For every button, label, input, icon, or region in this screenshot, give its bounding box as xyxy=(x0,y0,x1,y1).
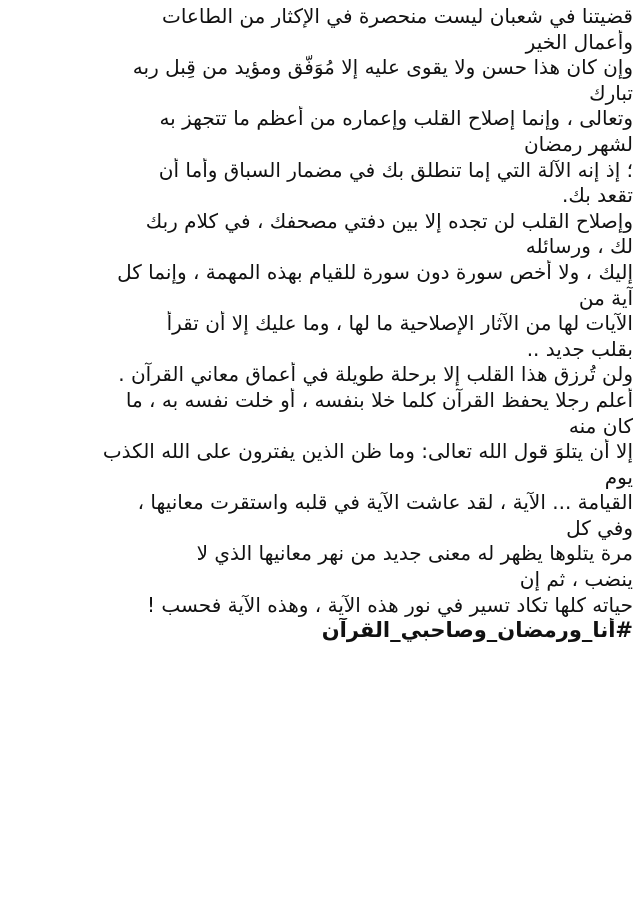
text-line: قضيتنا في شعبان ليست منحصرة في الإكثار من الطاعات xyxy=(162,4,633,28)
text-line: ؛ إذ إنه الآلة التي إما تنطلق بك في مضمار السباق وأما أن xyxy=(158,157,633,182)
text-line: وتعالى ، وإنما إصلاح القلب وإعماره من أعظم ما تتجهز به xyxy=(159,106,633,131)
text-line: تقعد بك. xyxy=(562,183,633,208)
text-line: لك ، ورسائله xyxy=(525,234,633,259)
post-text xyxy=(8,4,633,644)
text-line: إلا أن يتلوَ قول الله تعالى: وما ظن الذين يفترون على الله الكذب xyxy=(102,439,633,464)
text-line: وفي كل xyxy=(566,515,633,540)
text-line: وإن كان هذا حسن ولا يقوى عليه إلا مُوَفّق ومؤيد من قِبل ربه xyxy=(132,55,633,80)
text-line: آية من xyxy=(578,285,633,310)
text-line: أعلم رجلا يحفظ القرآن كلما خلا بنفسه ، أو خلت نفسه به ، ما xyxy=(125,387,633,412)
text-line: وأعمال الخير xyxy=(525,29,633,54)
text-line: إليك ، ولا أخص سورة دون سورة للقيام بهذه المهمة ، وإنما كل xyxy=(117,259,633,284)
text-line: وإصلاح القلب لن تجده إلا بين دفتي مصحفك ، في كلام ربك xyxy=(145,208,633,233)
text-line: ينضب ، ثم إن xyxy=(519,567,633,592)
text-line: حياته كلها تكاد تسير في نور هذه الآية ، وهذه الآية فحسب ! xyxy=(146,592,633,617)
text-line: كان منه xyxy=(568,413,633,438)
text-line: القيامة ... الآية ، لقد عاشت الآية في قلبه واستقرت معانيها ، xyxy=(137,490,633,515)
hashtag-link[interactable]: #أنا_ورمضان_وصاحبي_القرآن xyxy=(321,618,633,643)
text-line: ولن تُرزق هذا القلب إلا برحلة طويلة في أعماق معاني القرآن . xyxy=(118,362,633,387)
text-line: لشهر رمضان xyxy=(523,131,633,156)
text-line: بقلب جديد .. xyxy=(526,336,633,361)
text-line: يوم xyxy=(604,464,633,489)
text-line: تبارك xyxy=(589,80,633,105)
text-line: مرة يتلوها يظهر له معنى جديد من نهر معانيها الذي لا xyxy=(196,541,633,566)
text-line: الآيات لها من الآثار الإصلاحية ما لها ، وما عليك إلا أن تقرأ xyxy=(166,311,633,336)
